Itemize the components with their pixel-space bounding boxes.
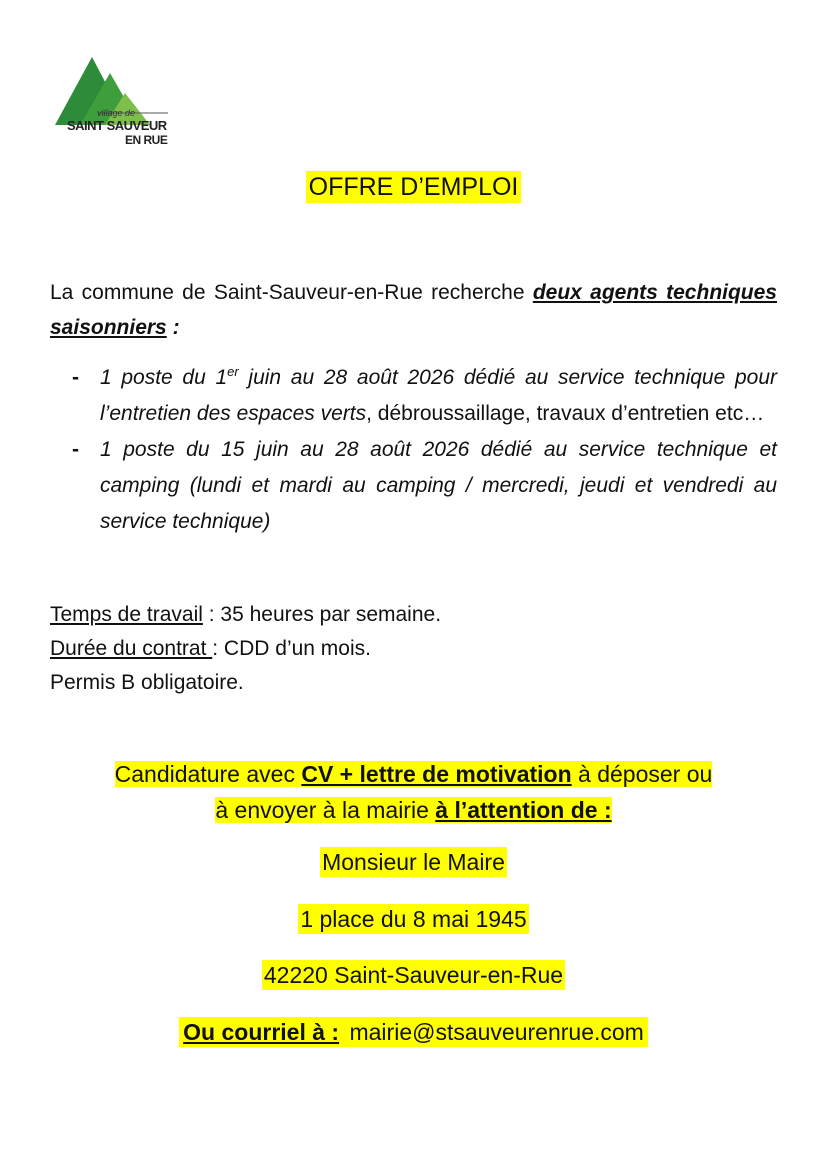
posts-list <box>50 360 777 540</box>
list-dash: - <box>72 438 79 461</box>
list-item <box>50 360 777 432</box>
application-text-3: à envoyer à la mairie <box>215 797 436 823</box>
application-text-1: Candidature avec <box>114 761 302 787</box>
logo-village-text: village de <box>97 108 136 118</box>
intro-text: La commune de Saint-Sauveur-en-Rue recherche <box>50 281 533 304</box>
email-highlight <box>179 1017 648 1047</box>
intro-emphasis: deux agents techniques saisonniers <box>50 281 777 339</box>
village-logo <box>50 55 170 150</box>
application-cv: CV + lettre de motivation <box>301 761 572 787</box>
application-attention: à l’attention de : <box>435 797 612 823</box>
intro-after: : <box>166 316 180 339</box>
post-1-part-c: , débroussaillage, travaux d’entretien etc… <box>366 402 765 425</box>
work-time-value: : 35 heures par semaine. <box>202 603 442 626</box>
logo-line-2: EN RUE <box>125 133 168 147</box>
post-1-part-a: 1 poste du 1 <box>100 366 228 389</box>
work-time-label: Temps de travail <box>50 603 203 626</box>
work-time-line <box>50 598 777 632</box>
post-1-part-b: juin au 28 août 2026 dédié au service technique pour l’entretien des espaces verts <box>100 366 777 425</box>
email-address[interactable]: mairie@stsauveurenrue.com <box>343 1019 644 1045</box>
contract-duration-label: Durée du contrat <box>50 637 213 660</box>
street: 1 place du 8 mai 1945 <box>300 906 527 932</box>
application-instructions <box>0 756 827 828</box>
application-text-2: à déposer ou <box>571 761 713 787</box>
contract-duration-line <box>50 632 777 666</box>
intro-paragraph <box>50 275 777 345</box>
recipient-line <box>0 849 827 876</box>
job-conditions <box>50 598 777 700</box>
email-label: Ou courriel à : <box>183 1019 340 1045</box>
email-line <box>0 1019 827 1046</box>
street-line <box>0 906 827 933</box>
city: 42220 Saint-Sauveur-en-Rue <box>263 962 564 988</box>
logo-line-1: SAINT SAUVEUR <box>67 118 167 133</box>
application-line-1 <box>115 761 713 787</box>
license-line: Permis B obligatoire. <box>50 671 244 694</box>
application-line-2 <box>215 797 611 823</box>
title-text: OFFRE D’EMPLOI <box>306 171 522 203</box>
city-line <box>0 962 827 989</box>
contract-duration-value: : CDD d’un mois. <box>212 637 371 660</box>
post-2-text: 1 poste du 15 juin au 28 août 2026 dédié au service technique et camping (lundi et mardi au camping / mercredi, jeudi et vendredi au service technique) <box>100 438 777 533</box>
list-item <box>50 432 777 540</box>
page-title <box>0 173 827 202</box>
list-dash: - <box>72 366 79 389</box>
recipient: Monsieur le Maire <box>322 849 505 875</box>
post-1-sup: er <box>227 364 239 379</box>
